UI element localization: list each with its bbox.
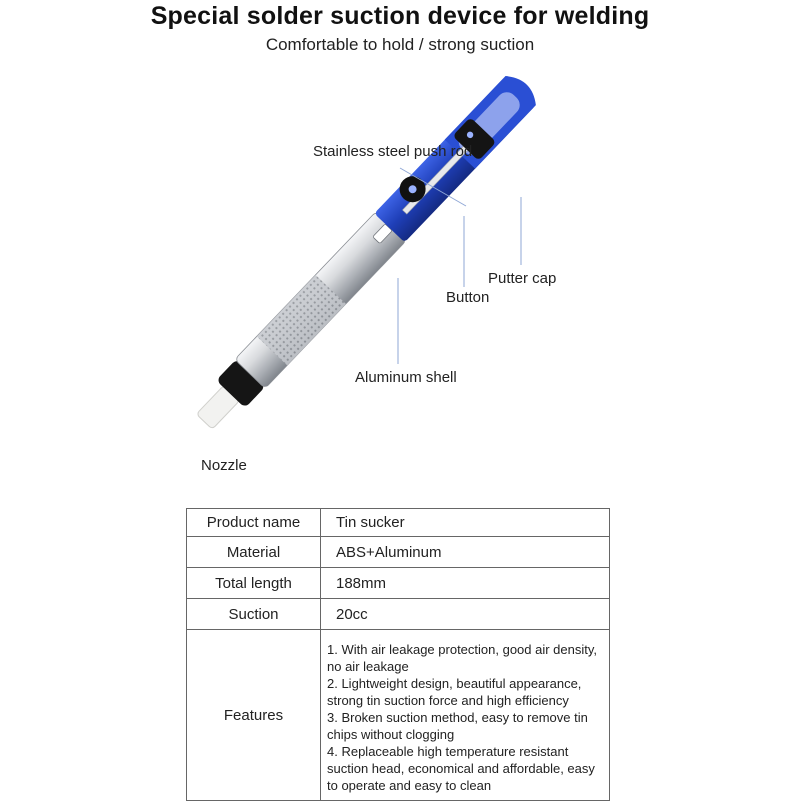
spec-label: Total length bbox=[187, 568, 321, 599]
features-list bbox=[321, 637, 609, 794]
spec-label: Suction bbox=[187, 599, 321, 630]
table-row bbox=[187, 599, 610, 630]
table-row bbox=[187, 537, 610, 568]
list-item: 3. Broken suction method, easy to remove tin chips without clogging bbox=[327, 709, 588, 742]
spec-label: Product name bbox=[187, 509, 321, 537]
spec-value: 188mm bbox=[321, 568, 610, 599]
callout-push-rod: Stainless steel push rod bbox=[313, 143, 473, 160]
callout-nozzle: Nozzle bbox=[201, 457, 247, 474]
callout-aluminum-shell: Aluminum shell bbox=[355, 369, 457, 386]
spec-value: 20cc bbox=[321, 599, 610, 630]
features-cell bbox=[321, 630, 610, 801]
features-label: Features bbox=[187, 630, 321, 801]
list-item: 1. With air leakage protection, good air density, no air leakage bbox=[327, 641, 598, 674]
table-row bbox=[187, 568, 610, 599]
spec-value: ABS+Aluminum bbox=[321, 537, 610, 568]
page-subtitle: Comfortable to hold / strong suction bbox=[265, 35, 535, 54]
page-title: Special solder suction device for welding bbox=[150, 2, 650, 30]
list-item: 4. Replaceable high temperature resistant suction head, economical and affordable, easy to operate and easy to clean bbox=[327, 743, 595, 793]
spec-label: Material bbox=[187, 537, 321, 568]
spec-value: Tin sucker bbox=[321, 509, 610, 537]
callout-putter-cap: Putter cap bbox=[488, 270, 557, 287]
callout-button: Button bbox=[446, 289, 490, 306]
table-row bbox=[187, 509, 610, 537]
list-item: 2. Lightweight design, beautiful appearance, strong tin suction force and high efficiency bbox=[327, 675, 582, 708]
specs-table bbox=[186, 508, 610, 801]
table-row bbox=[187, 630, 610, 801]
